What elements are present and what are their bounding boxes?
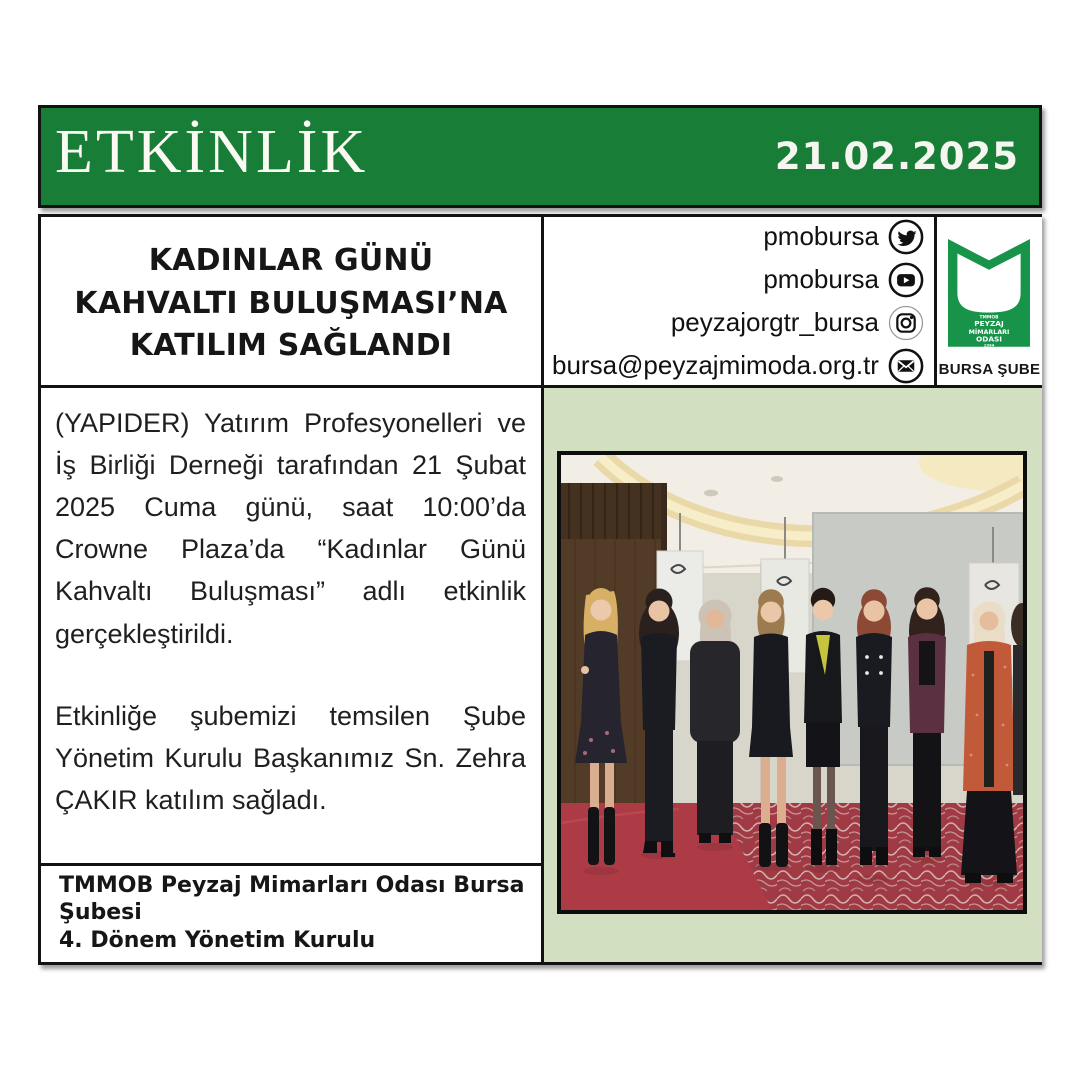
person (908, 587, 946, 857)
svg-text:ODASI: ODASI (976, 334, 1003, 344)
main-frame (38, 214, 1042, 965)
page-title: ETKİNLİK (55, 118, 369, 186)
person (856, 589, 892, 865)
caption-line-1: TMMOB Peyzaj Mimarları Odası Bursa Şubesi (59, 873, 525, 926)
headline-cell (41, 217, 544, 388)
instagram-handle: peyzajorgtr_bursa (670, 307, 879, 337)
youtube-handle: pmobursa (763, 264, 879, 294)
headline: KADINLAR GÜNÜ KAHVALTI BULUŞMASI’NA KATILIM SAĞLANDI (74, 243, 508, 364)
social-row-twitter[interactable] (763, 219, 924, 255)
email-icon (888, 348, 924, 384)
article-paragraph-2: Etkinliğe şubemizi temsilen Şube Yönetim Kurulu Başkanımız Sn. Zehra ÇAKIR katılım sağladı. (55, 700, 526, 815)
article-paragraph-1: (YAPIDER) Yatırım Profesyonelleri ve İş Birliği Derneği tarafından 21 Şubat 2025 Cuma günü, saat 10:00’da Crowne Plaza’da “Kadınlar Günü Kahvaltı Buluşması” adlı etkinlik gerçekleştirildi. (55, 408, 526, 649)
chamber-logo-mark (942, 225, 1036, 359)
social-row-youtube[interactable] (763, 262, 924, 298)
svg-text:1994: 1994 (984, 342, 995, 347)
social-row-email[interactable] (552, 348, 924, 384)
youtube-icon (888, 262, 924, 298)
svg-text:TMMOB: TMMOB (979, 314, 999, 320)
twitter-handle: pmobursa (763, 221, 879, 251)
caption-box (38, 863, 544, 965)
instagram-icon (888, 305, 924, 341)
social-row-instagram[interactable] (671, 305, 924, 341)
contact-cell (544, 217, 1042, 388)
svg-text:PEYZAJ: PEYZAJ (974, 318, 1005, 328)
caption-line-2: 4. Dönem Yönetim Kurulu (59, 927, 376, 953)
event-date: 21.02.2025 (774, 135, 1019, 178)
twitter-icon (888, 219, 924, 255)
svg-text:MİMARLARI: MİMARLARI (969, 328, 1010, 336)
logo-branch-label: BURSA ŞUBE (938, 360, 1041, 378)
social-list (544, 217, 934, 385)
header-bar (38, 105, 1042, 208)
chamber-logo (934, 217, 1042, 385)
event-photo (557, 451, 1027, 914)
photo-panel (544, 388, 1042, 962)
person (639, 589, 679, 858)
email-address: bursa@peyzajmimoda.org.tr (552, 350, 879, 380)
group-photo-illustration (561, 455, 1023, 910)
